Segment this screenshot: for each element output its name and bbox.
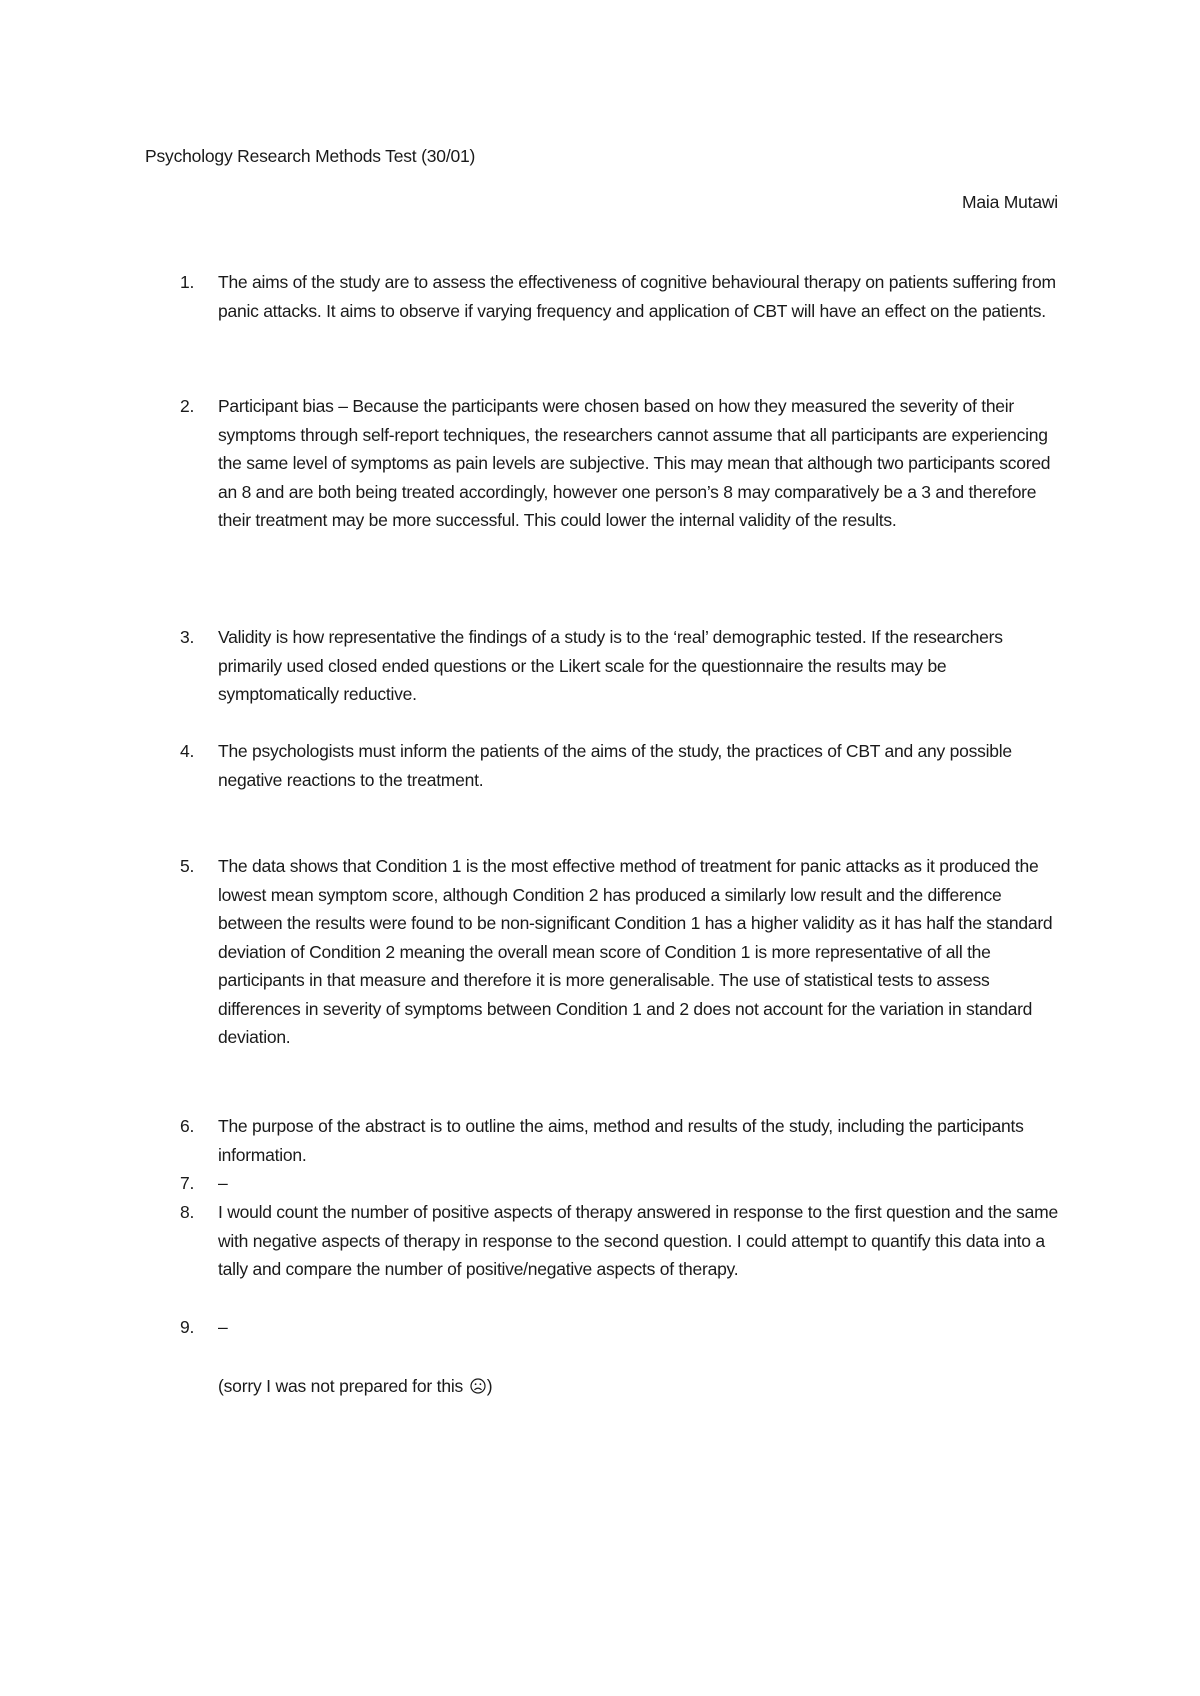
answer-number: 4.: [180, 741, 195, 761]
closing-note: [218, 1372, 492, 1400]
answer-number: 7.: [180, 1173, 195, 1193]
answer-number: 6.: [180, 1116, 195, 1136]
answer-number: 2.: [180, 396, 195, 416]
closing-note-end: ): [486, 1376, 493, 1396]
answer-text: The aims of the study are to assess the effectiveness of cognitive behavioural therapy on patients suffering from panic attacks. It aims to observe if varying frequency and application of CBT will have an effect on the patients.: [218, 272, 1056, 321]
answer-text: Participant bias – Because the participants were chosen based on how they measured the severity of their symptoms through self-report techniques, the researchers cannot assume that all participants are experiencing the same level of symptoms as pain levels are subjective. This may mean that although two participants scored an 8 and are both being treated accordingly, however one person’s 8 may comparatively be a 3 and therefore their treatment may be more successful. This could lower the internal validity of the results.: [218, 396, 1051, 530]
answer-text: The psychologists must inform the patients of the aims of the study, the practices of CBT and any possible negative reactions to the treatment.: [218, 741, 1012, 790]
frown-face-icon: [470, 1374, 486, 1390]
closing-note-text: (sorry I was not prepared for this: [218, 1376, 468, 1396]
answer-text: The data shows that Condition 1 is the most effective method of treatment for panic attacks as it produced the lowest mean symptom score, although Condition 2 has produced a similarly low result and the difference between the results were found to be non-significant Condition 1 has a higher validity as it has half the standard deviation of Condition 2 meaning the overall mean score of Condition 1 is more representative of all the participants in that measure and therefore it is more generalisable. The use of statistical tests to assess differences in severity of symptoms between Condition 1 and 2 does not account for the variation in standard deviation.: [218, 856, 1053, 1047]
answer-number: 9.: [180, 1317, 195, 1337]
answer-number: 8.: [180, 1202, 195, 1222]
answer-number: 5.: [180, 856, 195, 876]
answer-text: –: [218, 1317, 228, 1337]
author-name: Maia Mutawi: [961, 192, 1058, 212]
answer-number: 1.: [180, 272, 195, 292]
answer-text: I would count the number of positive aspects of therapy answered in response to the first question and the same with negative aspects of therapy in response to the second question. I could attempt to quantify this data into a tally and compare the number of positive/negative aspects of therapy.: [218, 1202, 1058, 1279]
document-title: Psychology Research Methods Test (30/01): [145, 146, 476, 166]
answer-text: –: [218, 1173, 228, 1193]
answer-text: The purpose of the abstract is to outline the aims, method and results of the study, including the participants information.: [218, 1116, 1024, 1165]
answer-text: Validity is how representative the findings of a study is to the ‘real’ demographic tested. If the researchers primarily used closed ended questions or the Likert scale for the questionnaire the results may be symptomatically reductive.: [218, 627, 1003, 704]
answer-number: 3.: [180, 627, 195, 647]
